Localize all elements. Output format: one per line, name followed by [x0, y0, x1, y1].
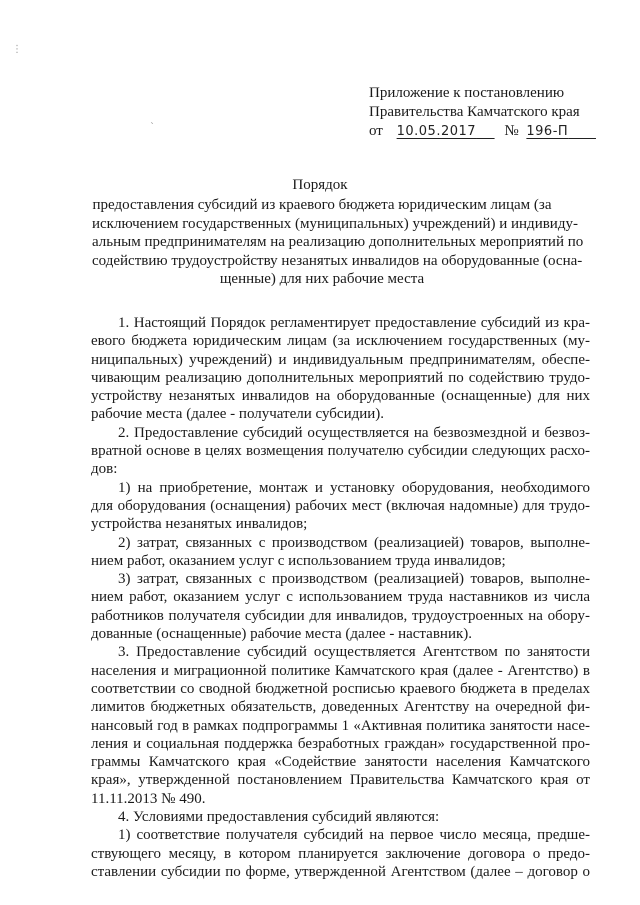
subtitle-line: предоставления субсидий из краевого бюджета юридическим лицам (за	[92, 197, 552, 213]
text-line: ления и социальная поддержка безработных граждан» государственной про-	[91, 735, 590, 752]
text-line: 2) затрат, связанных с производством (реализацией) товаров, выполне-	[118, 534, 590, 551]
text-line: края», утвержденной постановлением Правительства Камчатского края от	[91, 772, 590, 789]
document-subtitle	[92, 196, 584, 289]
paragraph-3	[91, 643, 590, 808]
text-line: граммы Камчатского края «Содействие занятости населения Камчатского	[91, 754, 590, 771]
subitem-4-1	[91, 826, 590, 881]
text-line: 4. Условиями предоставления субсидий являются:	[118, 809, 440, 826]
text-line: евого бюджета юридическим лицам (за исключением государственных (му-	[91, 333, 590, 350]
scan-speck: ⋮	[12, 44, 22, 55]
text-line: для оборудования (оснащения) рабочих мест (включая надомные) для трудо-	[91, 497, 590, 514]
text-line: 3. Предоставление субсидий осуществляется Агентством по занятости	[118, 644, 590, 661]
text-line: 1) на приобретение, монтаж и установку оборудования, необходимого	[118, 479, 590, 496]
appendix-line-2: Правительства Камчатского края	[369, 104, 580, 120]
text-line: населения и миграционной политике Камчатского края (далее - Агентство) в	[91, 662, 590, 679]
date-prefix: от	[369, 123, 383, 139]
text-line: ставлении субсидии по форме, утвержденной Агентством (далее – договор о	[91, 863, 590, 880]
text-line: работников получателя субсидии для инвалидов, трудоустроенных на обору-	[91, 607, 590, 624]
handwritten-date: 10.05.2017	[396, 124, 477, 139]
text-line: дов:	[91, 461, 118, 478]
appendix-line-1: Приложение к постановлению	[369, 85, 565, 101]
text-line: ниципальных) учреждений) и индивидуальным предпринимателям, обеспе-	[91, 351, 590, 368]
document-body	[91, 314, 590, 881]
subtitle-line: содействию трудоустройству незанятых инвалидов на оборудованные (осна-	[92, 252, 583, 269]
text-line: нансовый год в рамках подпрограммы 1 «Активная политика занятости насе-	[91, 717, 590, 734]
text-line: 1) соответствие получателя субсидий на первое число месяца, предше-	[118, 827, 590, 844]
text-line: лимитов бюджетных обязательств, доведенных Агентству на очередной фи-	[91, 699, 590, 716]
text-line: 1. Настоящий Порядок регламентирует предоставление субсидий из кра-	[118, 315, 590, 331]
text-line: рабочие места (далее - получатели субсидии).	[91, 406, 385, 423]
text-line: устройства незанятых инвалидов;	[91, 516, 308, 533]
handwritten-number: 196-П	[526, 124, 569, 139]
appendix-header	[369, 84, 619, 141]
number-prefix: №	[504, 123, 519, 139]
text-line: 2. Предоставление субсидий осуществляется на безвозмездной и безвоз-	[118, 424, 590, 441]
subtitle-line: альным предпринимателям на реализацию дополнительных мероприятий по	[92, 234, 584, 250]
text-line: вратной основе в целях возмещения получателю субсидии следующих расхо-	[91, 443, 590, 460]
text-line: нием работ, оказанием услуг с использованием труда наставников из числа	[91, 589, 590, 606]
text-line: чивающим реализацию дополнительных мероприятий по содействию трудо-	[91, 369, 590, 386]
text-line: 11.11.2013 № 490.	[91, 790, 206, 807]
paragraph-4	[91, 808, 590, 826]
subitem-2-1	[91, 479, 590, 534]
paragraph-1	[91, 314, 590, 424]
paragraph-2	[91, 424, 590, 479]
subitem-2-2	[91, 534, 590, 571]
subtitle-line: щенные) для них рабочие места	[219, 271, 425, 287]
text-line: нием работ, оказанием услуг с использованием труда инвалидов;	[91, 552, 506, 569]
text-line: соответствии со сводной бюджетной росписью краевого бюджета в пределах	[91, 680, 590, 697]
document-title: Порядок	[292, 177, 348, 193]
text-line: 3) затрат, связанных с производством (реализацией) товаров, выполне-	[118, 571, 590, 588]
text-line: дованные (оснащенные) рабочие места (далее - наставник).	[91, 626, 472, 643]
subtitle-line: исключением государственных (муниципальных) учреждений) и индивиду-	[92, 215, 578, 232]
scan-speck: `	[150, 122, 155, 133]
subitem-2-3	[91, 570, 590, 643]
text-line: устройству незанятых инвалидов на оборудованные (оснащенные) для них	[91, 388, 590, 405]
text-line: ствующего месяцу, в котором планируется заключение договора о предо-	[91, 845, 590, 862]
appendix-date-line	[369, 122, 619, 141]
